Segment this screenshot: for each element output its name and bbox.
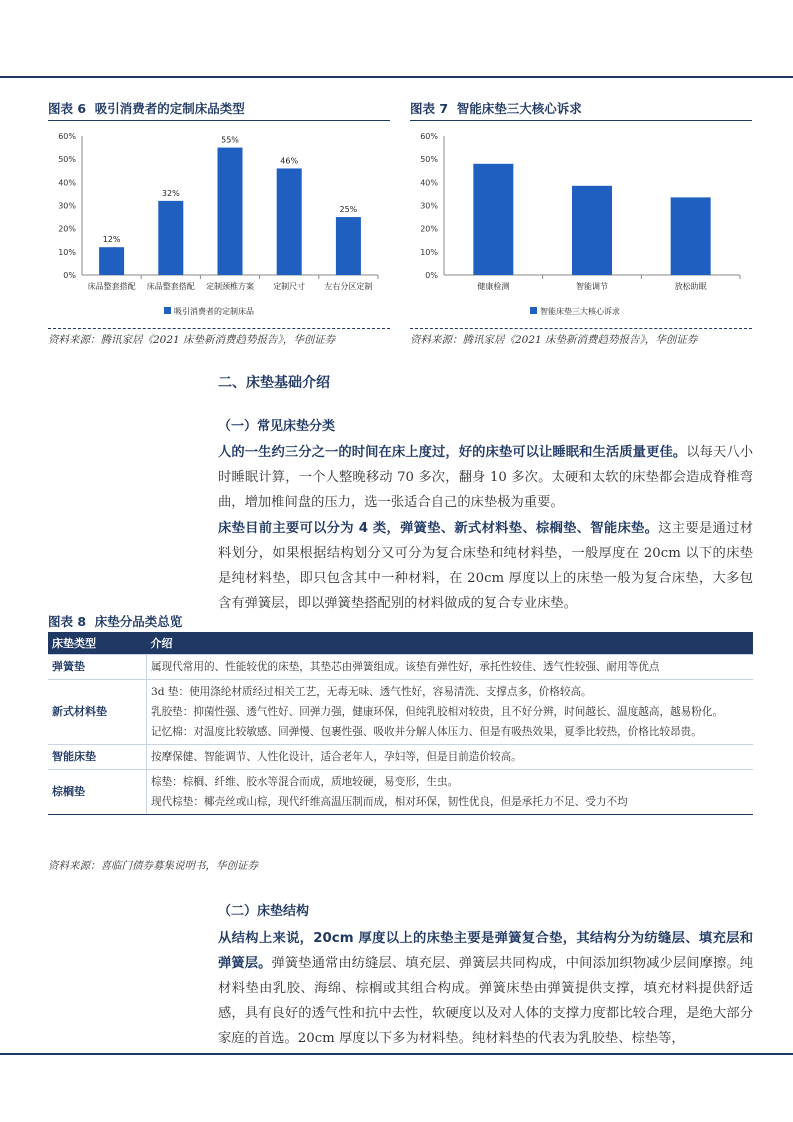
figure-6-title: 图表 6 吸引消费者的定制床品类型 [48, 101, 245, 116]
y-tick-label: 60% [58, 132, 76, 141]
y-tick-label: 20% [58, 224, 76, 234]
y-tick-label: 0% [425, 271, 438, 280]
figure-8-source: 资料来源：喜临门债券募集说明书，华创证券 [48, 860, 258, 872]
header-rule [0, 76, 793, 78]
table-header-row [48, 632, 753, 655]
legend-swatch [530, 307, 537, 314]
figure-7-chart [410, 124, 755, 326]
bar [99, 247, 124, 275]
y-tick-label: 0% [63, 271, 76, 280]
y-tick-label: 60% [420, 132, 438, 141]
table-row [48, 745, 753, 770]
category-label: 床品整套搭配 [146, 282, 195, 291]
figure-8-title: 图表 8 床垫分品类总览 [48, 614, 183, 629]
category-label: 放松助眠 [674, 282, 707, 291]
bar [572, 186, 612, 275]
paragraph-2-lead: 床垫目前主要可以分为 4 类，弹簧垫、新式材料垫、棕榈垫、智能床垫。 [218, 521, 659, 536]
intro-line: 乳胶垫：抑菌性强、透气性好、回弹力强，健康环保，但纯乳胶相对较贵，且不好分辨，时间越长、温度越高，越易粉化。 [151, 706, 724, 718]
row-intro [147, 745, 754, 770]
intro-line: 3d 垫：使用涤纶材质经过相关工艺，无毒无味、透气性好，容易清洗、支撑点多，价格较高。 [151, 686, 592, 698]
bar [158, 201, 183, 275]
mattress-category-table [48, 632, 753, 815]
header-intro: 介绍 [147, 632, 754, 655]
row-intro [147, 770, 754, 815]
y-tick-label: 20% [420, 224, 438, 234]
figure-7-title-rule [410, 120, 752, 121]
paragraph-2 [218, 516, 753, 616]
intro-line: 现代棕垫：椰壳丝或山棕，现代纤维高温压制而成，相对环保，韧性优良，但是承托力不足、受力不均 [151, 796, 628, 808]
category-label: 床品整套搭配 [87, 282, 136, 291]
footer-rule [0, 1053, 793, 1055]
paragraph-1 [218, 440, 753, 515]
intro-line: 棕垫：棕榈、纤维、胶水等混合而成，质地较硬，易变形，生虫。 [151, 776, 459, 788]
subsection-heading-2: （二）床垫结构 [218, 904, 310, 919]
figure-7-divider [410, 328, 752, 329]
paragraph-3 [218, 926, 753, 1051]
bar [336, 217, 361, 275]
intro-line: 记忆棉：对温度比较敏感、回弹慢、包裹性强、吸收并分解人体压力、但是有吸热效果，夏季比较热，价格比较昂贵。 [151, 726, 702, 738]
paragraph-1-body: 以每天八小时睡眠计算，一个人整晚移动 70 多次，翻身 10 多次。太硬和太软的床垫都会造成脊椎弯曲，增加椎间盘的压力，选一张适合自己的床垫极为重要。 [218, 445, 754, 510]
intro-line: 属现代常用的、性能较优的床垫，其垫芯由弹簧组成。该垫有弹性好，承托性较佳、透气性较强、耐用等优点 [151, 661, 660, 673]
y-tick-label: 50% [58, 155, 76, 165]
legend-label: 吸引消费者的定制床品 [174, 307, 254, 316]
row-type: 智能床垫 [48, 745, 147, 770]
row-intro [147, 680, 754, 745]
paragraph-1-lead: 人的一生约三分之一的时间在床上度过，好的床垫可以让睡眠和生活质量更佳。 [218, 445, 687, 460]
section-heading: 二、床垫基础介绍 [218, 375, 330, 391]
intro-line: 按摩保健、智能调节、人性化设计，适合老年人，孕妇等，但是目前造价较高。 [151, 751, 522, 763]
y-tick-label: 30% [420, 201, 438, 211]
paragraph-3-lead: 从结构上来说，20cm 厚度以上的床垫主要是弹簧复合垫，其结构分为纺缝层、填充层和弹簧层。 [218, 931, 753, 971]
subsection-heading-1: （一）常见床垫分类 [218, 419, 336, 434]
data-label: 25% [339, 205, 358, 215]
figure-7-title: 图表 7 智能床垫三大核心诉求 [410, 101, 582, 116]
figure-6-chart [48, 124, 393, 326]
row-type: 弹簧垫 [48, 655, 147, 680]
figure-6-source: 资料来源：腾讯家居《2021 床垫新消费趋势报告》，华创证券 [48, 334, 336, 346]
y-tick-label: 40% [420, 178, 438, 188]
data-label: 46% [280, 156, 299, 166]
figure-6-divider [48, 328, 390, 329]
category-label: 健康检测 [477, 282, 510, 291]
y-tick-label: 10% [420, 247, 438, 257]
y-tick-label: 10% [58, 247, 76, 257]
bar [277, 168, 302, 275]
row-type: 新式材料垫 [48, 680, 147, 745]
row-type: 棕榈垫 [48, 770, 147, 815]
legend-swatch [164, 307, 171, 314]
figure-7-source: 资料来源：腾讯家居《2021 床垫新消费趋势报告》，华创证券 [410, 334, 698, 346]
y-tick-label: 50% [420, 155, 438, 165]
data-label: 32% [161, 188, 180, 198]
bar [671, 197, 711, 275]
y-tick-label: 30% [58, 201, 76, 211]
paragraph-2-body: 这主要是通过材料划分，如果根据结构划分又可分为复合床垫和纯材料垫，一般厚度在 20cm 以下的床垫是纯材料垫，即只包含其中一种材料，在 20cm 厚度以上的床垫一般为复合床垫，大多包含有弹簧层，即以弹簧垫搭配别的材料做成的复合专业床垫。 [218, 521, 754, 611]
header-type: 床垫类型 [48, 632, 147, 655]
paragraph-3-body: 弹簧垫通常由纺缝层、填充层、弹簧层共同构成，中间添加织物减少层间摩擦。纯材料垫由乳胶、海绵、棕榈或其组合构成。弹簧床垫由弹簧提供支撑，填充材料提供舒适感，具有良好的透气性和抗中去性，软硬度以及对人体的支撑力度都比较合理，是绝大部分家庭的首选。20cm 厚度以下多为材料垫。纯材料垫的代表为乳胶垫、棕垫等， [218, 956, 754, 1046]
category-label: 定制颈椎方案 [206, 282, 254, 291]
table-row [48, 680, 753, 745]
table-row [48, 770, 753, 815]
bar [473, 164, 513, 275]
category-label: 智能调节 [576, 282, 608, 291]
category-label: 左右分区定制 [324, 282, 373, 291]
category-label: 定制尺寸 [273, 282, 306, 291]
bar [218, 148, 243, 275]
data-label: 55% [221, 135, 239, 145]
figure-6-title-rule [48, 120, 390, 121]
data-label: 12% [102, 235, 121, 245]
legend-label: 智能床垫三大核心诉求 [540, 307, 620, 316]
y-tick-label: 40% [58, 178, 76, 188]
row-intro [147, 655, 754, 680]
table-row [48, 655, 753, 680]
